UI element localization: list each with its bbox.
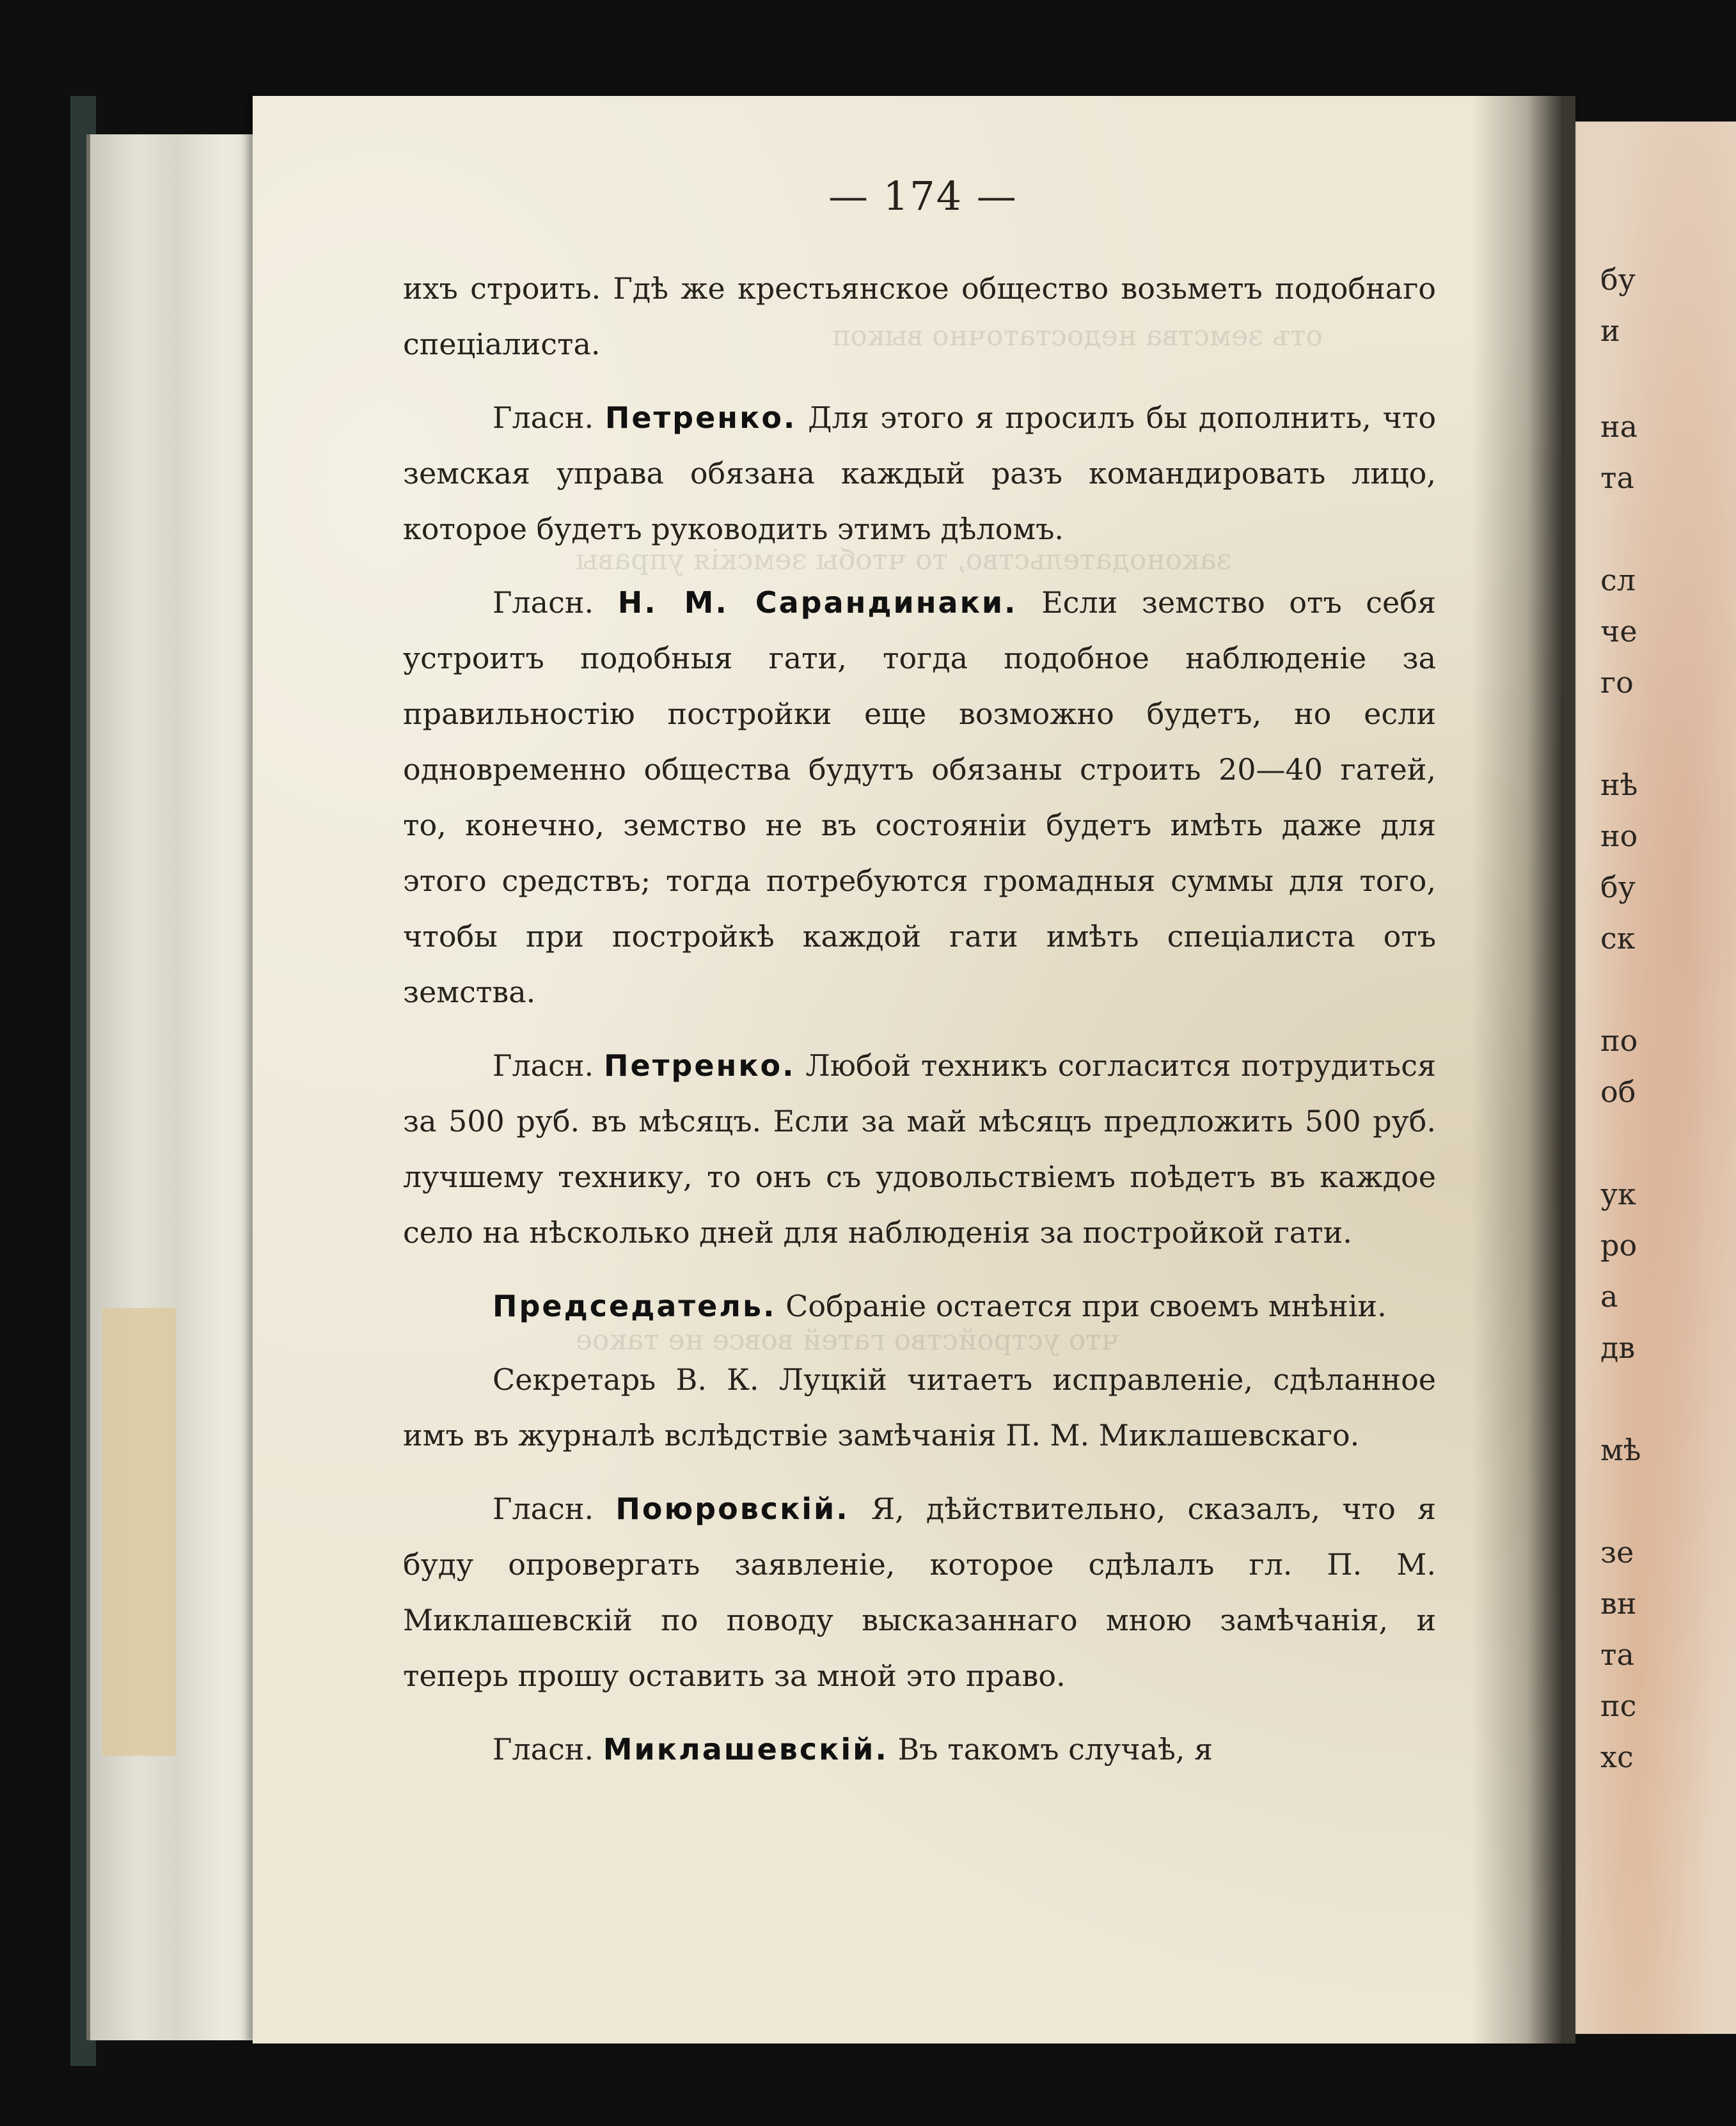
facing-page-fragment: но	[1600, 819, 1638, 853]
paragraph	[403, 261, 1436, 372]
facing-page-fragment: ро	[1600, 1228, 1637, 1263]
facing-page-fragment: бу	[1600, 262, 1636, 297]
paragraph-text: Собраніе остается при своемъ мнѣніи.	[785, 1289, 1387, 1323]
facing-page-fragment: ск	[1600, 921, 1636, 956]
paragraph-text: Я, дѣйствительно, сказалъ, что я буду опровергать заявленіе, которое сдѣлалъ гл. П. М. Миклашевскій по поводу высказаннаго мною замѣчанія, и теперь прошу оставить за мной это право.	[403, 1492, 1436, 1693]
bleed-through: что устройство гатей вовсе не такое	[576, 1324, 1120, 1357]
facing-page-fragment: а	[1600, 1279, 1618, 1314]
facing-page-fragment: дв	[1600, 1330, 1636, 1365]
facing-page-fragment: мѣ	[1600, 1433, 1641, 1467]
facing-page-fragment: об	[1600, 1075, 1636, 1109]
paragraph	[403, 575, 1436, 1020]
paragraph	[403, 1352, 1436, 1463]
facing-page-fragment: пс	[1600, 1689, 1637, 1723]
facing-page-fragment: бу	[1600, 870, 1636, 904]
facing-page-fragment: та	[1600, 1637, 1634, 1672]
facing-page-fragment: нѣ	[1600, 768, 1638, 802]
speaker-title: Гласн.	[493, 400, 594, 435]
speaker-title: Гласн.	[493, 585, 594, 620]
speaker-name: Петренко.	[604, 400, 797, 435]
paragraph	[403, 1038, 1436, 1261]
facing-page-fragment: та	[1600, 461, 1634, 495]
facing-page-fragment: че	[1600, 614, 1637, 649]
page-body-text	[403, 261, 1436, 1795]
paragraph-text: Секретарь В. К. Луцкій читаетъ исправленіе, сдѣланное имъ въ журналѣ вслѣдствіе замѣчанія П. М. Миклашевскаго.	[403, 1362, 1436, 1453]
paragraph-text: Въ такомъ случаѣ, я	[897, 1732, 1213, 1767]
paragraph	[403, 1279, 1436, 1334]
page-stack-stain	[102, 1308, 176, 1756]
facing-page-fragment: по	[1600, 1023, 1638, 1058]
facing-page-fragment: на	[1600, 409, 1638, 444]
paragraph	[403, 1722, 1436, 1777]
facing-page-fragment: вн	[1600, 1586, 1637, 1621]
page-number: — 174 —	[828, 173, 1018, 219]
gutter-shadow	[1471, 96, 1564, 2043]
speaker-name: Петренко.	[604, 1048, 796, 1083]
speaker-name: Н. М. Сарандинаки.	[617, 585, 1018, 620]
paragraph	[403, 390, 1436, 557]
paragraph-text: ихъ строить. Гдѣ же крестьянское общество возьметъ подобнаго спеціалиста.	[403, 271, 1436, 361]
facing-page-fragment: го	[1600, 665, 1634, 700]
paragraph	[403, 1481, 1436, 1704]
paragraph-text: Любой техникъ согласится потрудиться за 500 руб. въ мѣсяцъ. Если за май мѣсяцъ предложить 500 руб. лучшему технику, то онъ съ удовольствіемъ поѣдетъ въ каждое село на нѣсколько дней для наблюденія за постройкой гати.	[403, 1048, 1437, 1250]
paragraph-text: Если земство отъ себя устроитъ подобныя гати, тогда подобное наблюденіе за правильностію постройки еще возможно будетъ, но если одновременно общества будутъ обязаны строить 20—40 гатей, то, конечно, земство не въ состояніи будетъ имѣть даже для этого средствъ; тогда потребуются громадныя суммы для того, чтобы при постройкѣ каждой гати имѣть спеціалиста отъ земства.	[403, 585, 1436, 1009]
bleed-through: отъ земства недостаточно выкоп	[832, 320, 1323, 352]
speaker-title: Гласн.	[493, 1732, 594, 1767]
facing-page-fragment: и	[1600, 313, 1620, 348]
speaker-title: Гласн.	[493, 1048, 594, 1083]
speaker-name: Председатель.	[493, 1289, 777, 1323]
speaker-name: Миклашевскій.	[603, 1732, 888, 1767]
speaker-title: Гласн.	[493, 1492, 594, 1526]
speaker-name: Поюровскій.	[615, 1492, 849, 1526]
facing-page-fragment: сл	[1600, 563, 1636, 597]
facing-page	[1570, 122, 1736, 2034]
paragraph-text: Для этого я просилъ бы дополнить, что земская управа обязана каждый разъ командировать лицо, которое будетъ руководить этимъ дѣломъ.	[403, 400, 1437, 546]
bleed-through: законодательство, то чтобы земскія управы	[576, 544, 1232, 576]
facing-page-fragment: ук	[1600, 1177, 1636, 1211]
facing-page-fragment: зе	[1600, 1535, 1634, 1570]
facing-page-fragment: хс	[1600, 1740, 1634, 1774]
